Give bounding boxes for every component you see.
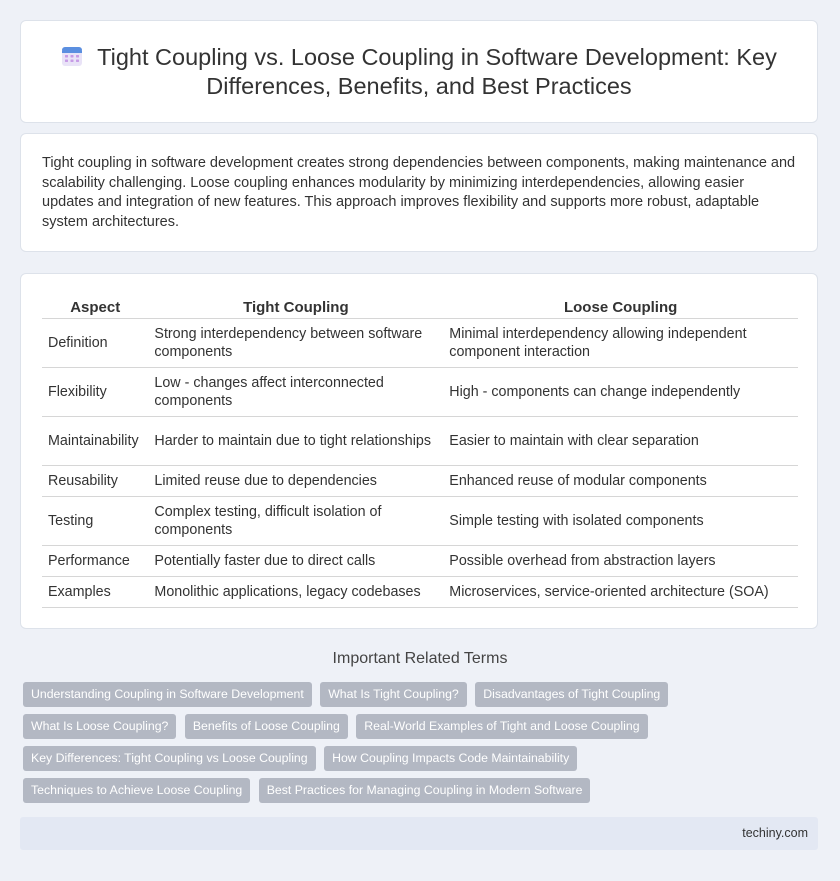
table-row: [42, 546, 798, 577]
intro-paragraph: Tight coupling in software development creates strong dependencies between components, making maintenance and scalability challenging. Loose coupling enhances modularity by minimizing interdependencies, allowing easier updates and integration of new features. This approach improves flexibility and supports more robust, adaptable system architectures.: [42, 155, 796, 230]
row-aspect: Examples: [42, 577, 148, 608]
calendar-icon: [61, 45, 83, 67]
table-row: [42, 417, 798, 466]
row-tight: Complex testing, difficult isolation of components: [148, 497, 443, 546]
related-tag[interactable]: Best Practices for Managing Coupling in Modern Software: [259, 778, 591, 803]
related-tag[interactable]: What Is Loose Coupling?: [23, 714, 176, 739]
header-card: [20, 20, 818, 123]
row-loose: Easier to maintain with clear separation: [443, 417, 798, 466]
related-terms-tags: [23, 682, 813, 810]
related-tag[interactable]: How Coupling Impacts Code Maintainability: [324, 746, 577, 771]
related-tag[interactable]: Understanding Coupling in Software Development: [23, 682, 312, 707]
footer-site[interactable]: techiny.com: [742, 826, 808, 840]
header-aspect: Aspect: [42, 296, 148, 319]
row-loose: High - components can change independently: [443, 368, 798, 417]
row-tight: Strong interdependency between software components: [148, 319, 443, 368]
row-tight: Limited reuse due to dependencies: [148, 466, 443, 497]
page-title: [61, 44, 777, 99]
related-tag[interactable]: Real-World Examples of Tight and Loose Coupling: [356, 714, 647, 739]
row-tight: Harder to maintain due to tight relationships: [148, 417, 443, 466]
table-header-row: [42, 296, 798, 319]
title-wrap: [51, 43, 787, 101]
table-row: [42, 497, 798, 546]
table-row: [42, 319, 798, 368]
row-loose: Enhanced reuse of modular components: [443, 466, 798, 497]
comparison-table: [42, 296, 798, 608]
row-loose: Microservices, service-oriented architecture (SOA): [443, 577, 798, 608]
row-tight: Low - changes affect interconnected components: [148, 368, 443, 417]
row-aspect: Maintainability: [42, 417, 148, 466]
header-loose-coupling: Loose Coupling: [443, 296, 798, 319]
related-tag[interactable]: Key Differences: Tight Coupling vs Loose Coupling: [23, 746, 316, 771]
footer: [20, 817, 818, 850]
row-tight: Monolithic applications, legacy codebases: [148, 577, 443, 608]
related-tag[interactable]: Disadvantages of Tight Coupling: [475, 682, 668, 707]
row-aspect: Flexibility: [42, 368, 148, 417]
table-row: [42, 368, 798, 417]
row-loose: Simple testing with isolated components: [443, 497, 798, 546]
row-tight: Potentially faster due to direct calls: [148, 546, 443, 577]
page-title-text: Tight Coupling vs. Loose Coupling in Software Development: Key Differences, Benefits, and Best Practices: [97, 44, 777, 99]
related-tag[interactable]: What Is Tight Coupling?: [320, 682, 467, 707]
comparison-card: [20, 273, 818, 629]
row-aspect: Testing: [42, 497, 148, 546]
row-loose: Possible overhead from abstraction layers: [443, 546, 798, 577]
intro-card: [20, 133, 818, 252]
row-aspect: Performance: [42, 546, 148, 577]
related-terms-heading: Important Related Terms: [332, 650, 508, 667]
row-loose: Minimal interdependency allowing independent component interaction: [443, 319, 798, 368]
related-tag[interactable]: Benefits of Loose Coupling: [185, 714, 348, 739]
related-tag[interactable]: Techniques to Achieve Loose Coupling: [23, 778, 250, 803]
row-aspect: Definition: [42, 319, 148, 368]
header-tight-coupling: Tight Coupling: [148, 296, 443, 319]
table-row: [42, 466, 798, 497]
row-aspect: Reusability: [42, 466, 148, 497]
table-row: [42, 577, 798, 608]
